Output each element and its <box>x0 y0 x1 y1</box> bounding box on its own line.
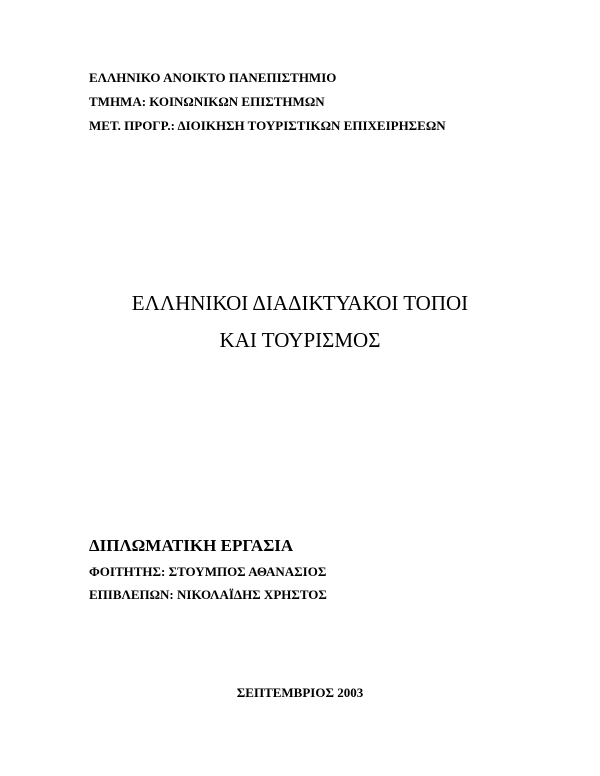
submission-date: ΣΕΠΤΕΜΒΡΙΟΣ 2003 <box>236 685 364 700</box>
document-title-line-2: ΚΑΙ ΤΟΥΡΙΣΜΟΣ <box>219 328 381 352</box>
institution-name: ΕΛΛΗΝΙΚΟ ΑΝΟΙΚΤΟ ΠΑΝΕΠΙΣΤΗΜΙΟ <box>89 70 337 85</box>
student-name: ΦΟΙΤΗΤΗΣ: ΣΤΟΥΜΠΟΣ ΑΘΑΝΑΣΙΟΣ <box>89 564 327 579</box>
program-name: ΜΕΤ. ΠΡΟΓΡ.: ΔΙΟΙΚΗΣΗ ΤΟΥΡΙΣΤΙΚΩΝ ΕΠΙΧΕΙΡΗΣΕΩΝ <box>89 118 446 133</box>
supervisor-name: ΕΠΙΒΛΕΠΩΝ: ΝΙΚΟΛΑΪΔΗΣ ΧΡΗΣΤΟΣ <box>89 587 327 602</box>
department-name: ΤΜΗΜΑ: ΚΟΙΝΩΝΙΚΩΝ ΕΠΙΣΤΗΜΩΝ <box>89 94 325 109</box>
document-title-line-1: ΕΛΛΗΝΙΚΟΙ ΔΙΑΔΙΚΤΥΑΚΟΙ ΤΟΠΟΙ <box>131 291 469 315</box>
thesis-type: ΔΙΠΛΩΜΑΤΙΚΗ ΕΡΓΑΣΙΑ <box>89 536 294 555</box>
